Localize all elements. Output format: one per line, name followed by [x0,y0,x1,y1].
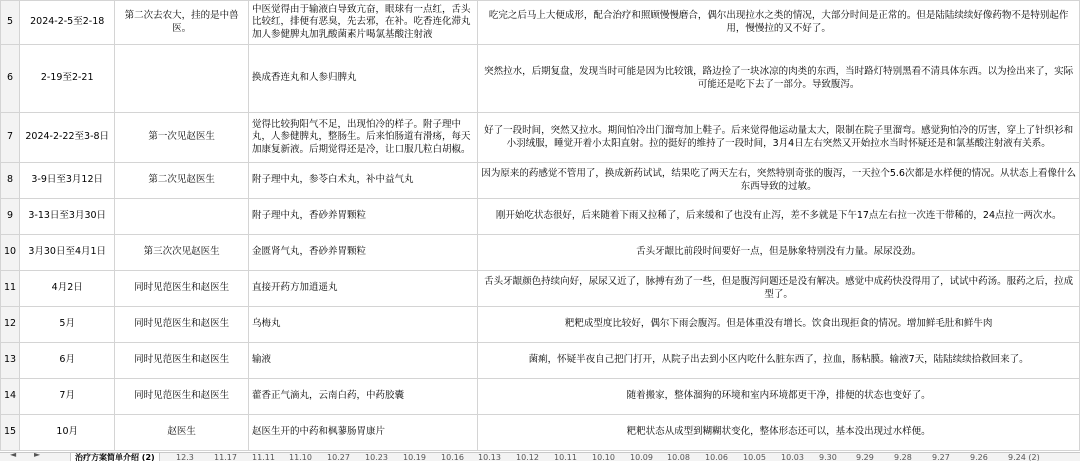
table-row [1,379,1080,415]
date-cell[interactable]: 3-13日至3月30日 [20,199,115,235]
row-number[interactable]: 10 [1,235,20,271]
sheet-tab[interactable]: 12.3 [176,453,194,461]
notes-cell[interactable]: 舌头牙龈比前段时间要好一点，但是脉象特别没有力量。尿尿没劲。 [478,235,1080,271]
table-row [1,235,1080,271]
table-row [1,1,1080,45]
sheet-tab[interactable]: 9.30 [819,453,837,461]
row-number[interactable]: 11 [1,271,20,307]
table-row [1,113,1080,163]
table-row [1,45,1080,113]
prev-sheet-arrow-icon[interactable]: ◄ [10,452,17,459]
table-row [1,307,1080,343]
row-number[interactable]: 9 [1,199,20,235]
date-cell[interactable]: 3月30日至4月1日 [20,235,115,271]
notes-cell[interactable]: 舌头牙龈颜色持续向好，尿尿又近了，脉搏有劲了一些，但是腹泻问题还是没有解决。感觉中成药快没得用了，试试中药汤。服药之后，拉成型了。 [478,271,1080,307]
row-number[interactable]: 12 [1,307,20,343]
doctor-cell[interactable]: 同时见范医生和赵医生 [115,271,249,307]
row-number[interactable]: 15 [1,415,20,451]
treatment-cell[interactable]: 附子理中丸，参苓白术丸，补中益气丸 [248,163,477,199]
row-number[interactable]: 13 [1,343,20,379]
sheet-tab[interactable]: 11.17 [214,453,237,461]
sheet-tab[interactable]: 10.13 [478,453,501,461]
doctor-cell[interactable]: 第二次见赵医生 [115,163,249,199]
date-cell[interactable]: 6月 [20,343,115,379]
sheet-tab[interactable]: 10.23 [365,453,388,461]
notes-cell[interactable]: 好了一段时间，突然又拉水。期间怕冷出门溜弯加上鞋子。后来觉得他运动量太大，限制在院子里溜弯。感觉狗怕冷的厉害，穿上了针织衫和小羽绒服，睡觉开着小太阳直射。拉的挺好的维持了一段时间，3月4日左右突然又开始拉水当时怀疑还是和氯基酸注射液有关系。 [478,113,1080,163]
treatment-cell[interactable]: 直接开药方加逍遥丸 [248,271,477,307]
sheet-tab[interactable]: 11.11 [252,453,275,461]
row-number[interactable]: 6 [1,45,20,113]
date-cell[interactable]: 2-19至2-21 [20,45,115,113]
table-row [1,199,1080,235]
treatment-cell[interactable]: 觉得比较狗阳气不足，出现怕冷的样子。附子理中丸，人参健脾丸，整肠生。后来怕肠道有滑疡，每天加康复新液。后期觉得还是冷，让口服几粒白胡椒。 [248,113,477,163]
notes-cell[interactable]: 粑粑状态从成型到糊糊状变化，整体形态还可以，基本没出现过水样便。 [478,415,1080,451]
notes-cell[interactable]: 因为原来的药感觉不管用了，换成新药试试，结果吃了两天左右，突然特别奇张的腹泻，一天拉个5.6次都是水样便的情况。从状态上看像什么东西导致的过敏。 [478,163,1080,199]
treatment-cell[interactable]: 输液 [248,343,477,379]
sheet-tab[interactable]: 11.10 [289,453,312,461]
row-number[interactable]: 8 [1,163,20,199]
row-number[interactable]: 7 [1,113,20,163]
treatment-cell[interactable]: 金匮肾气丸，香砂养胃颗粒 [248,235,477,271]
treatment-cell[interactable]: 赵医生开的中药和枫蓼肠胃康片 [248,415,477,451]
treatment-cell[interactable]: 换成香连丸和人参归脾丸 [248,45,477,113]
sheet-tab[interactable]: 10.06 [705,453,728,461]
treatment-cell[interactable]: 藿香正气滴丸，云南白药，中药胶囊 [248,379,477,415]
table-row [1,271,1080,307]
sheet-tab[interactable]: 10.12 [516,453,539,461]
date-cell[interactable]: 2024-2-5至2-18 [20,1,115,45]
sheet-tab[interactable]: 9.27 [932,453,950,461]
next-sheet-arrow-icon[interactable]: ► [34,452,41,459]
notes-cell[interactable]: 刚开始吃状态很好，后来随着下雨又拉稀了，后来缓和了也没有止泻，差不多就是下午17点左右拉一次连干带稀的，24点拉一两次水。 [478,199,1080,235]
sheet-tab[interactable]: 10.09 [630,453,653,461]
doctor-cell[interactable]: 第三次次见赵医生 [115,235,249,271]
notes-cell[interactable]: 突然拉水，后期复盘，发现当时可能是因为比较饿，路边捡了一块冰凉的肉类的东西，当时路灯特别黑看不清具体东西。以为捡出来了，实际可能还是吃下去了一部分。导致腹泻。 [478,45,1080,113]
sheet-tab[interactable]: 10.03 [781,453,804,461]
date-cell[interactable]: 2024-2-22至3-8日 [20,113,115,163]
sheet-tab[interactable]: 10.16 [441,453,464,461]
sheet-tab[interactable]: 10.05 [743,453,766,461]
notes-cell[interactable]: 随着搬家，整体溜狗的环境和室内环境都更干净，排便的状态也变好了。 [478,379,1080,415]
sheet-tab[interactable]: 9.24 (2) [1008,453,1040,461]
sheet-tab[interactable]: 9.26 [970,453,988,461]
sheet-tab[interactable]: 9.29 [856,453,874,461]
table-row [1,163,1080,199]
doctor-cell[interactable]: 第二次去农大，挂的是中兽医。 [115,1,249,45]
date-cell[interactable]: 3-9日至3月12日 [20,163,115,199]
date-cell[interactable]: 5月 [20,307,115,343]
notes-cell[interactable]: 粑粑成型度比较好，偶尔下雨会腹泻。但是体重没有增长。饮食出现拒食的情况。增加鲜毛肚和鲜牛肉 [478,307,1080,343]
treatment-cell[interactable]: 中医觉得由于输液白导致亢奋，眼球有一点红，舌头比较红，排便有恶臭，先去邪，在补。吃香连化滞丸加人参健脾丸加乳酸菌素片喝氯基酸注射液 [248,1,477,45]
treatment-cell[interactable]: 乌梅丸 [248,307,477,343]
doctor-cell[interactable]: 同时见范医生和赵医生 [115,343,249,379]
table-row [1,415,1080,451]
notes-cell[interactable]: 吃完之后马上大便成形，配合治疗和照顾慢慢磨合，偶尔出现拉水之类的情况，大部分时间是正常的。但是陆陆续续好像药物不是特别起作用，慢慢拉的又不好了。 [478,1,1080,45]
treatment-cell[interactable]: 附子理中丸，香砂养胃颗粒 [248,199,477,235]
sheet-tab[interactable]: 10.27 [327,453,350,461]
sheet-tab[interactable]: 10.10 [592,453,615,461]
doctor-cell[interactable]: 同时见范医生和赵医生 [115,307,249,343]
doctor-cell[interactable]: 赵医生 [115,415,249,451]
date-cell[interactable]: 7月 [20,379,115,415]
sheet-tab[interactable]: 10.08 [667,453,690,461]
sheet-tab-active[interactable]: 治疗方案简单介绍 (2) [70,453,160,461]
doctor-cell[interactable] [115,45,249,113]
row-number[interactable]: 5 [1,1,20,45]
table-row [1,343,1080,379]
date-cell[interactable]: 10月 [20,415,115,451]
notes-cell[interactable]: 菌痢，怀疑半夜自己把门打开，从院子出去到小区内吃什么脏东西了，拉血，肠粘膜。输液7天，陆陆续续拾救回来了。 [478,343,1080,379]
date-cell[interactable]: 4月2日 [20,271,115,307]
doctor-cell[interactable]: 第一次见赵医生 [115,113,249,163]
doctor-cell[interactable] [115,199,249,235]
sheet-tab[interactable]: 10.11 [554,453,577,461]
sheet-tab[interactable]: 9.28 [894,453,912,461]
row-number[interactable]: 14 [1,379,20,415]
doctor-cell[interactable]: 同时见范医生和赵医生 [115,379,249,415]
sheet-tab[interactable]: 10.19 [403,453,426,461]
